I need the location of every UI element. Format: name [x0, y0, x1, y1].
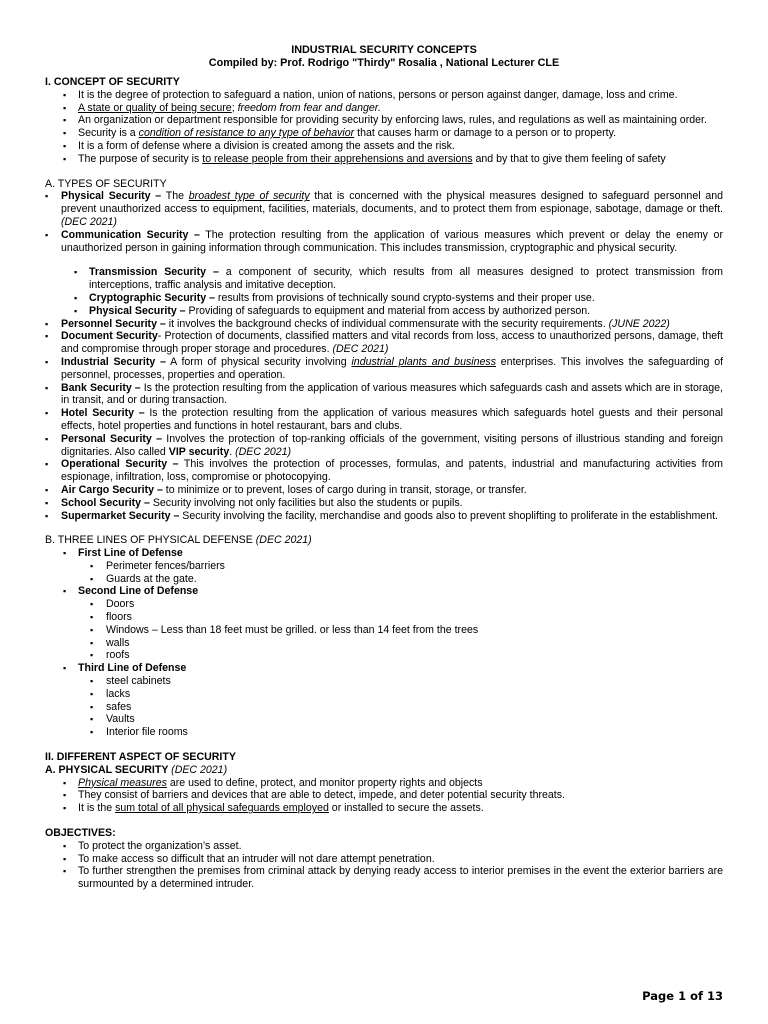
text: Perimeter fences/barriers: [106, 559, 225, 572]
term: Physical Security –: [61, 190, 162, 203]
concept-list: [62, 89, 723, 166]
list-item: [62, 789, 723, 802]
text: They consist of barriers and devices that are able to detect, impede, and deter potential security threats.: [78, 789, 565, 802]
text: Vaults: [106, 713, 135, 726]
text: The purpose of security is: [78, 152, 203, 165]
text: that causes harm or damage to a person or to property.: [354, 127, 617, 140]
list-item: [90, 713, 723, 726]
heading-text: B. THREE LINES OF PHYSICAL DEFENSE: [45, 534, 256, 547]
list-item: [90, 624, 723, 637]
list-item: [45, 458, 723, 484]
list-item: [45, 407, 723, 433]
list-item: [90, 688, 723, 701]
third-line-items: [90, 675, 723, 739]
list-item: [62, 547, 723, 585]
text: walls: [106, 636, 130, 649]
term: Personal Security –: [61, 432, 162, 445]
text: Guards at the gate.: [106, 572, 197, 585]
text: Security involving not only facilities but also the students or pupils.: [149, 496, 463, 509]
list-item: [45, 330, 723, 356]
text: are used to define, protect, and monitor property rights and objects: [166, 776, 483, 789]
text: Security involving the facility, merchandise and goods also to prevent shoplifting to proliferate in the establishment.: [179, 509, 718, 522]
list-item: [62, 127, 723, 140]
list-item: [62, 853, 723, 866]
exam-date: (DEC 2021): [235, 445, 292, 458]
text: steel cabinets: [106, 675, 171, 688]
list-item: [90, 637, 723, 650]
list-item: [45, 229, 723, 255]
term: Cryptographic Security –: [89, 291, 215, 304]
text: Is the protection resulting from the application of various measures which safeguards cash and assets which are in storage, in transit, and or during transaction.: [61, 381, 723, 407]
underlined-text: sum total of all physical safeguards employed: [115, 802, 329, 815]
page-number: Page 1 of 13: [642, 989, 723, 1003]
defense-line-label: Third Line of Defense: [78, 662, 187, 675]
list-item: [45, 497, 723, 510]
list-item: [62, 802, 723, 815]
section-heading-defense: [45, 534, 723, 547]
section-heading-concept: I. CONCEPT OF SECURITY: [45, 76, 180, 88]
list-item: [90, 675, 723, 688]
text: To further strengthen the premises from criminal attack by denying ready access to interior premises in the event the exterior barriers are surmounted by a determined intruder.: [78, 865, 723, 891]
defense-list: [62, 547, 723, 739]
text: The protection resulting from the application of various measures which prevent or delay the enemy or unauthorized person in gaining information through communication. This includes transmission, cryptographic and physical security.: [61, 228, 723, 254]
text: This involves the protection of processes, formulas, and patents, industrial and manufacturing activities from espionage, infiltration, loss, compromise or photocopying.: [61, 458, 723, 484]
term: Hotel Security –: [61, 407, 145, 420]
list-item: [90, 649, 723, 662]
text: that is concerned with the physical measures designed to safeguard personnel and prevent unauthorized access to equipment, facilities, materials, documents, and to protect them from espionage, sabotage, damage or theft.: [61, 190, 724, 216]
list-item: [73, 305, 723, 318]
exam-date: (DEC 2021): [255, 534, 312, 547]
list-item: [62, 153, 723, 166]
text: it involves the background checks of individual commensurate with the security requirements.: [165, 317, 609, 330]
objectives-list: [62, 840, 723, 891]
text: - Protection of documents, classified matters and vital records from loss, access to unauthorized persons, damage, theft and compromise through proper storage and procedures.: [61, 330, 723, 356]
text: A form of physical security involving: [165, 355, 352, 368]
underlined-italic-text: industrial plants and business: [351, 355, 496, 368]
objectives-heading: OBJECTIVES:: [45, 827, 116, 840]
text: a component of security, which results from all measures designed to protect transmission from interceptions, traffic analysis and imitative deception.: [89, 266, 723, 292]
list-item: [45, 190, 723, 228]
defense-line-label: Second Line of Defense: [78, 585, 199, 598]
subsection-heading-physical: [45, 764, 723, 777]
list-item: [45, 318, 723, 331]
text: Windows – Less than 18 feet must be grilled. or less than 14 feet from the trees: [106, 623, 479, 636]
text: Security is a: [78, 127, 139, 140]
text: Doors: [106, 598, 135, 611]
list-item: [45, 510, 723, 523]
list-item: [90, 701, 723, 714]
text: results from provisions of technically sound crypto-systems and their proper use.: [214, 291, 595, 304]
term: Bank Security –: [61, 381, 141, 394]
text: To make access so difficult that an intruder will not dare attempt penetration.: [78, 852, 435, 865]
text: Interior file rooms: [106, 726, 188, 739]
exam-date: (DEC 2021): [61, 215, 117, 228]
term: Air Cargo Security –: [61, 483, 163, 496]
underlined-italic-text: condition of resistance to any type of behavior: [138, 127, 355, 140]
types-list-continued: [45, 318, 723, 523]
text: or installed to secure the assets.: [328, 802, 484, 815]
list-item: [90, 598, 723, 611]
text: to minimize or to prevent, loses of cargo during in transit, storage, or transfer.: [162, 483, 527, 496]
document-subtitle: Compiled by: Prof. Rodrigo "Thirdy" Rosalia , National Lecturer CLE: [208, 57, 560, 69]
text: and by that to give them feeling of safety: [472, 152, 666, 165]
defense-line-label: First Line of Defense: [78, 547, 183, 560]
underlined-italic-text: Physical measures: [78, 776, 167, 789]
bold-text: VIP security: [168, 445, 230, 458]
term: Industrial Security –: [61, 355, 166, 368]
text: enterprises. This involves the safeguarding of personnel, processes, properties and operation.: [61, 355, 724, 381]
term: Transmission Security –: [89, 266, 219, 279]
text: Is the protection resulting from the application of various measures which safeguards hotel guests and their personal effects, hotel properties and functions in hotel restaurant, bars and clubs.: [61, 407, 723, 432]
list-item: [45, 382, 723, 408]
heading-text: A. PHYSICAL SECURITY: [45, 763, 172, 776]
list-item: [73, 266, 723, 292]
list-item: [90, 726, 723, 739]
text: floors: [106, 611, 132, 624]
text: It is the: [78, 802, 116, 815]
physical-security-list: [62, 777, 723, 815]
communication-sublist: [73, 266, 723, 317]
term: Personnel Security –: [61, 317, 166, 330]
document-page: [45, 44, 723, 891]
types-list: [45, 190, 723, 254]
second-line-items: [90, 598, 723, 662]
list-item: [62, 89, 723, 102]
paragraph-text: It is the degree of protection to safeguard a nation, union of nations, persons or person against danger, damage, loss and crime.: [78, 88, 678, 101]
list-item: [45, 356, 723, 382]
text: The: [161, 190, 189, 203]
text: lacks: [106, 687, 131, 700]
list-item: [62, 102, 723, 115]
list-item: [62, 777, 723, 790]
term: Supermarket Security –: [61, 509, 180, 522]
text: safes: [106, 700, 132, 713]
first-line-items: [90, 560, 723, 586]
list-item: [62, 114, 723, 127]
list-item: [90, 560, 723, 573]
term: Document Security: [61, 330, 158, 343]
paragraph-text: It is a form of defense where a division is created among the assets and the risk.: [78, 139, 455, 152]
list-item: [62, 840, 723, 853]
term: Communication Security –: [61, 228, 200, 241]
list-item: [62, 865, 723, 891]
list-item: [62, 662, 723, 739]
text: ;: [231, 101, 238, 114]
list-item: [45, 433, 723, 459]
exam-date: (DEC 2021): [171, 763, 228, 776]
list-item: [90, 611, 723, 624]
list-item: [62, 140, 723, 153]
term: Physical Security –: [89, 304, 186, 317]
list-item: [62, 585, 723, 662]
exam-date: (DEC 2021): [332, 343, 389, 356]
document-title: INDUSTRIAL SECURITY CONCEPTS: [291, 44, 477, 56]
paragraph-text: An organization or department responsible for providing security by enforcing laws, rules, and regulations as well as maintaining order.: [78, 114, 707, 127]
underlined-text: A state or quality of being secure: [78, 101, 232, 114]
list-item: [73, 292, 723, 305]
underlined-text: to release people from their apprehensions and aversions: [202, 152, 473, 165]
term: Operational Security –: [61, 458, 179, 471]
section-heading-aspect: II. DIFFERENT ASPECT OF SECURITY: [45, 751, 236, 764]
text: To protect the organization’s asset.: [78, 839, 242, 852]
list-item: [45, 484, 723, 497]
underlined-italic-text: broadest type of security: [188, 190, 310, 203]
term: School Security –: [61, 496, 150, 509]
text: Involves the protection of top-ranking officials of the government, visiting persons of illustrious standing and foreign dignitaries. Also called: [61, 432, 723, 458]
text: roofs: [106, 649, 130, 662]
exam-date: (JUNE 2022): [608, 317, 670, 330]
list-item: [90, 573, 723, 586]
text: Providing of safeguards to equipment and material from access by authorized person.: [185, 304, 591, 317]
section-heading-types: A. TYPES OF SECURITY: [45, 177, 167, 190]
text: .: [229, 445, 236, 458]
italic-text: freedom from fear and danger.: [237, 101, 381, 114]
